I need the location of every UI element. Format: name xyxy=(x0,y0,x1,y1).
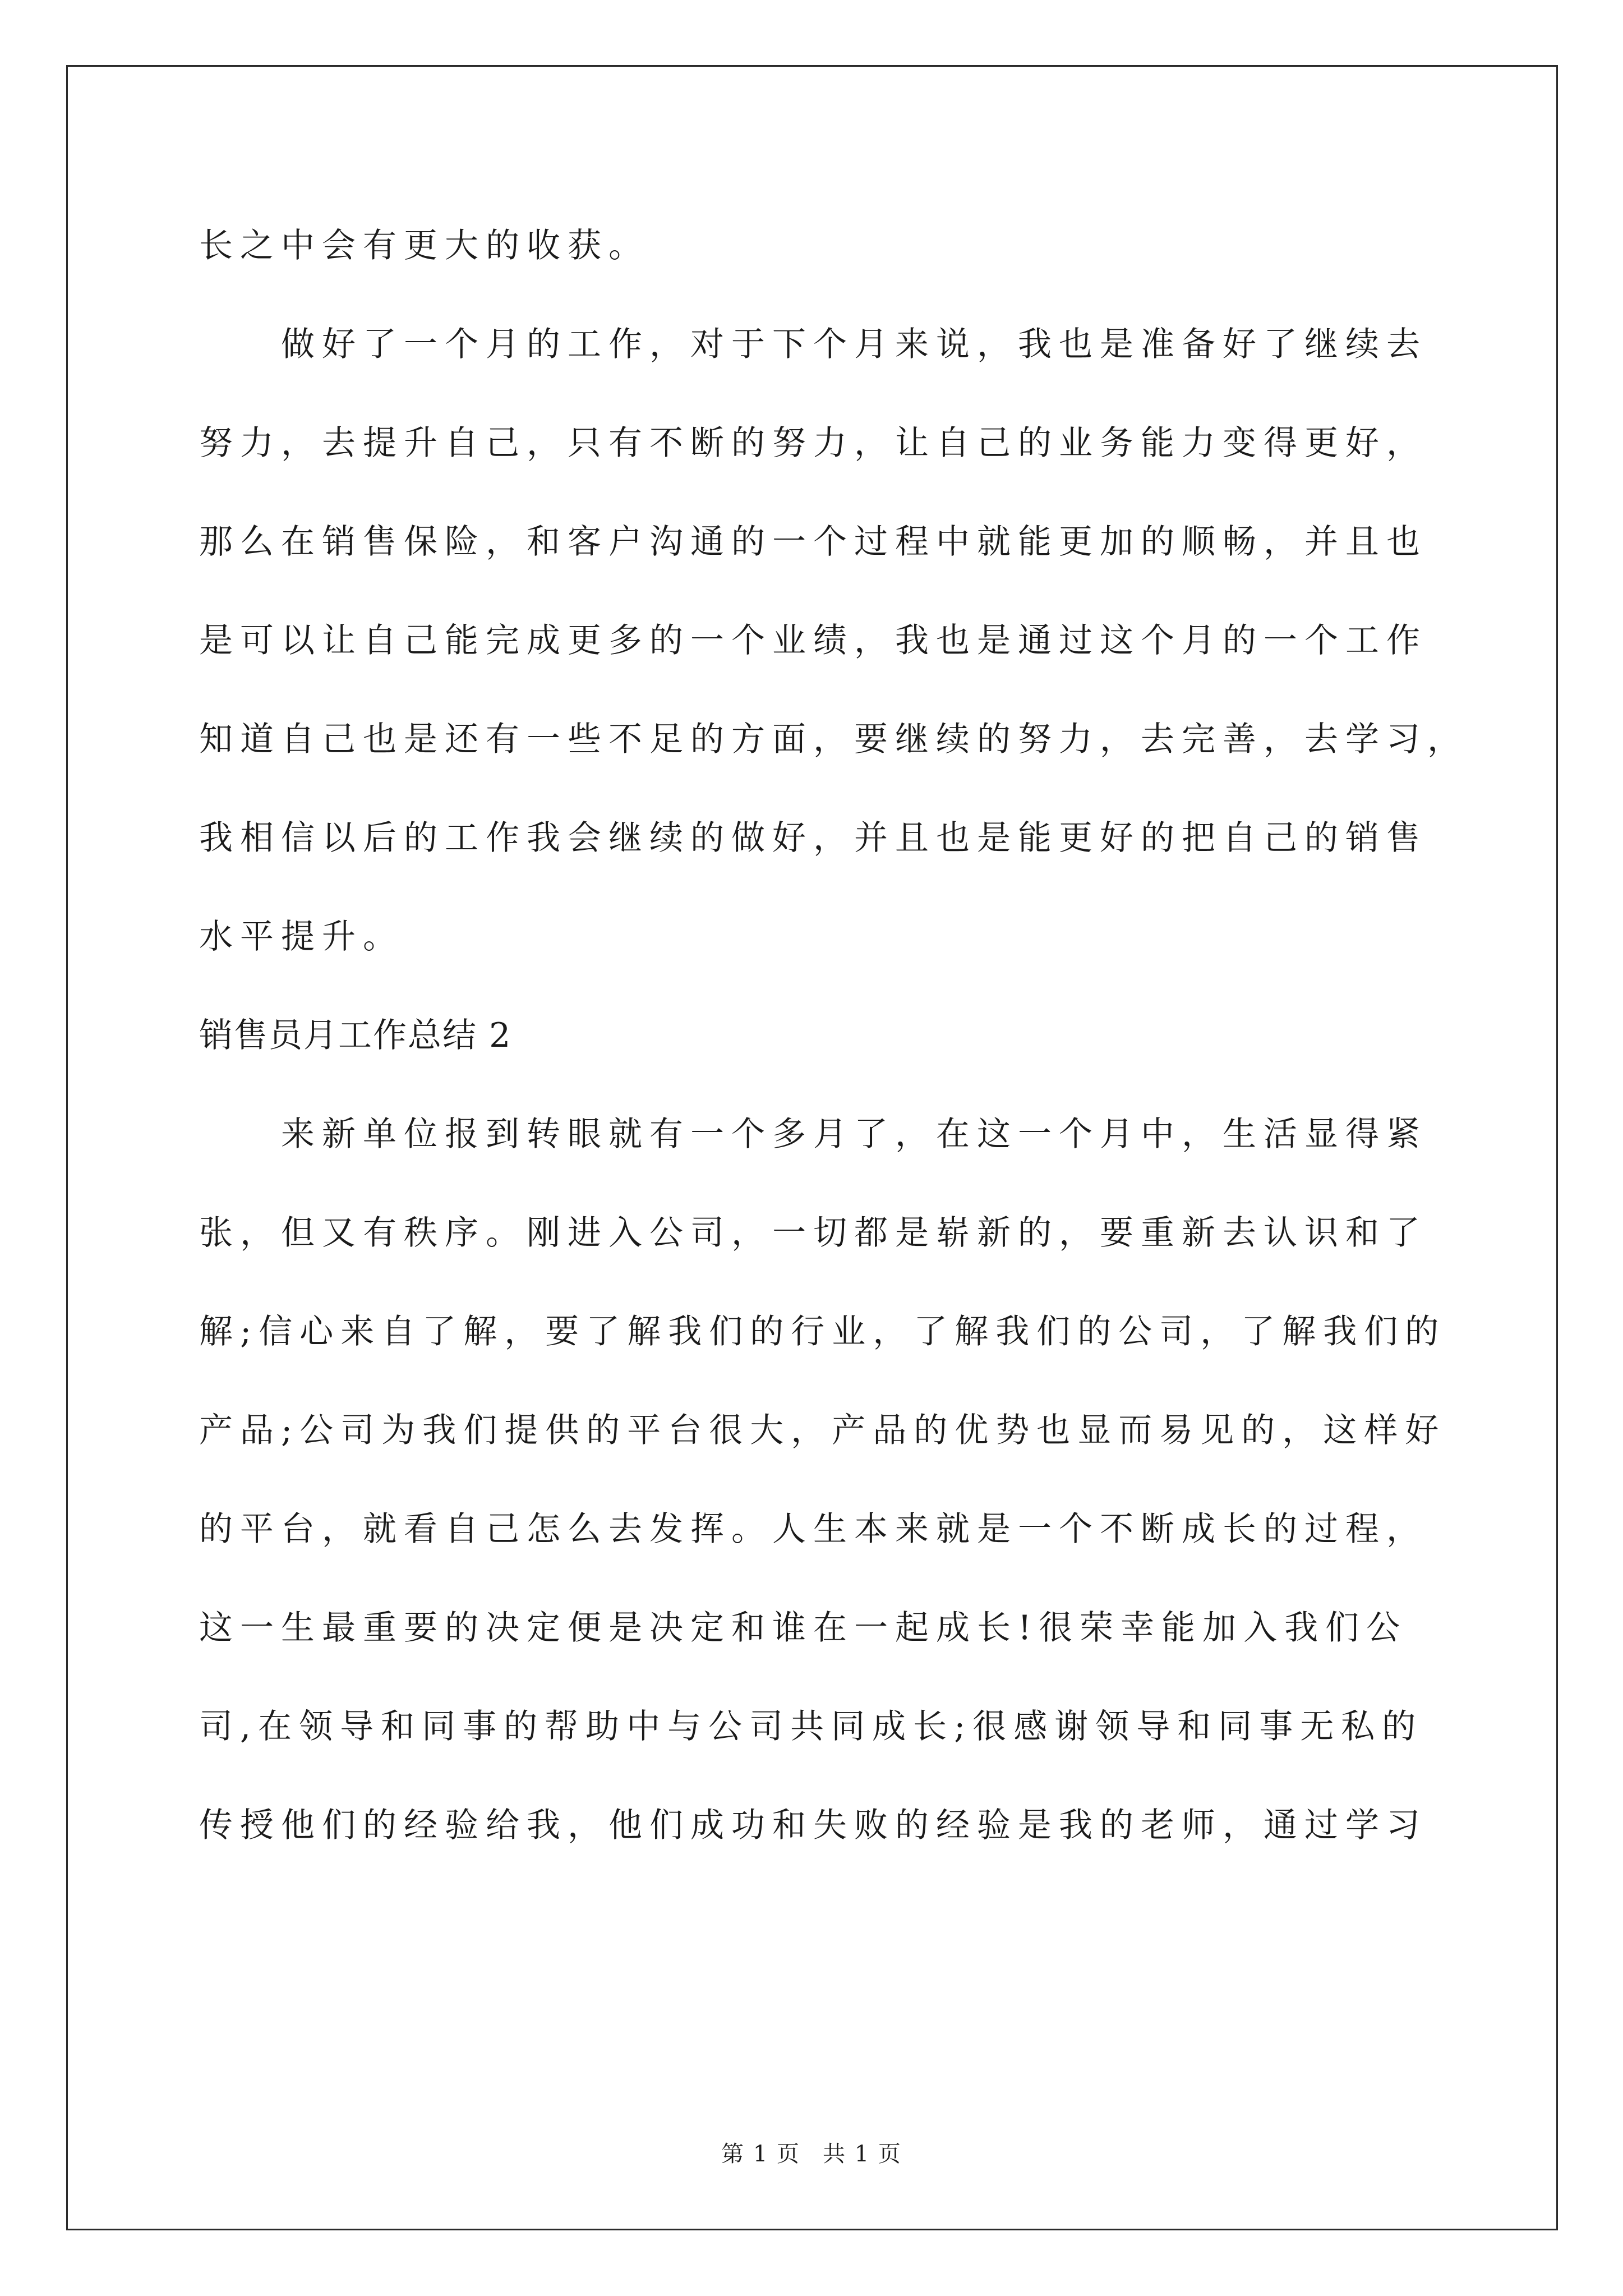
paragraph-line: 长之中会有更大的收获。 xyxy=(199,226,649,265)
paragraph-line: 产品;公司为我们提供的平台很大，产品的优势也显而易见的，这样好 xyxy=(199,1411,1446,1450)
paragraph-line: 的平台，就看自己怎么去发挥。人生本来就是一个不断成长的过程， xyxy=(199,1510,1427,1549)
paragraph-line: 张，但又有秩序。刚进入公司，一切都是崭新的，要重新去认识和了 xyxy=(199,1213,1427,1253)
paragraph-line: 来新单位报到转眼就有一个多月了，在这一个月中，生活显得紧 xyxy=(281,1115,1427,1154)
paragraph-line: 解;信心来自了解，要了解我们的行业，了解我们的公司，了解我们的 xyxy=(199,1312,1446,1351)
page-footer xyxy=(0,2137,1623,2171)
paragraph-line: 努力，去提升自己，只有不断的努力，让自己的业务能力变得更好， xyxy=(199,424,1427,463)
page-number-current: 第 1 页 xyxy=(721,2141,800,2167)
document-body xyxy=(199,196,1468,1875)
paragraph-line: 知道自己也是还有一些不足的方面，要继续的努力，去完善，去学习， xyxy=(199,720,1468,759)
section-heading: 销售员月工作总结 2 xyxy=(199,1016,512,1055)
paragraph-line: 司,在领导和同事的帮助中与公司共同成长;很感谢领导和同事无私的 xyxy=(199,1707,1423,1746)
paragraph-line: 我相信以后的工作我会继续的做好，并且也是能更好的把自己的销售 xyxy=(199,818,1427,858)
paragraph-line: 这一生最重要的决定便是决定和谁在一起成长!很荣幸能加入我们公 xyxy=(199,1608,1408,1648)
page-number-total: 共 1 页 xyxy=(823,2141,902,2167)
paragraph-line: 那么在销售保险，和客户沟通的一个过程中就能更加的顺畅，并且也 xyxy=(199,522,1427,562)
paragraph-line: 水平提升。 xyxy=(199,917,404,956)
paragraph-line: 是可以让自己能完成更多的一个业绩，我也是通过这个月的一个工作 xyxy=(199,621,1427,660)
paragraph-line: 传授他们的经验给我，他们成功和失败的经验是我的老师，通过学习 xyxy=(199,1806,1427,1845)
paragraph-line: 做好了一个月的工作，对于下个月来说，我也是准备好了继续去 xyxy=(281,325,1427,364)
